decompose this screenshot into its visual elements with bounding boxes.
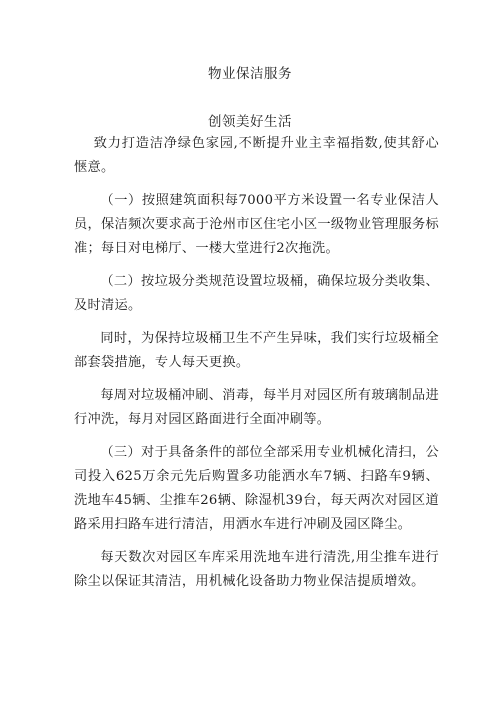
paragraph-intro: 致力打造洁净绿色家园,不断提升业主幸福指数,使其舒心惬意。 <box>74 136 439 175</box>
paragraph-section-1: （一）按照建筑面积每7000平方米设置一名专业保洁人员，保洁频次要求高于沧州市区住宅小区一级物业管理服务标准；每日对电梯厅、一楼大堂进行2次拖洗。 <box>74 193 439 256</box>
paragraph-washing-schedule: 每周对垃圾桶冲刷、消毒，每半月对园区所有玻璃制品进行冲洗，每月对园区路面进行全面冲刷等。 <box>74 388 439 427</box>
paragraph-section-3: （三）对于具备条件的部位全部采用专业机械化清扫，公司投入625万余元先后购置多功能洒水车7辆、扫路车9辆、洗地车45辆、尘推车26辆、除湿机39台，每天两次对园区道路采用扫路车进行清洁，用洒水车进行冲刷及园区降尘。 <box>74 445 439 532</box>
document-body <box>74 132 439 603</box>
paragraph-section-2: （二）按垃圾分类规范设置垃圾桶，确保垃圾分类收集、及时清运。 <box>74 274 439 313</box>
document-title: 物业保洁服务 <box>208 66 292 82</box>
paragraph-garage-cleaning: 每天数次对园区车库采用洗地车进行清洗,用尘推车进行除尘以保证其清洁，用机械化设备助力物业保洁提质增效。 <box>74 550 439 589</box>
paragraph-bin-bags: 同时，为保持垃圾桶卫生不产生异味，我们实行垃圾桶全部套袋措施，专人每天更换。 <box>74 331 439 370</box>
document-subtitle: 创领美好生活 <box>208 114 292 130</box>
